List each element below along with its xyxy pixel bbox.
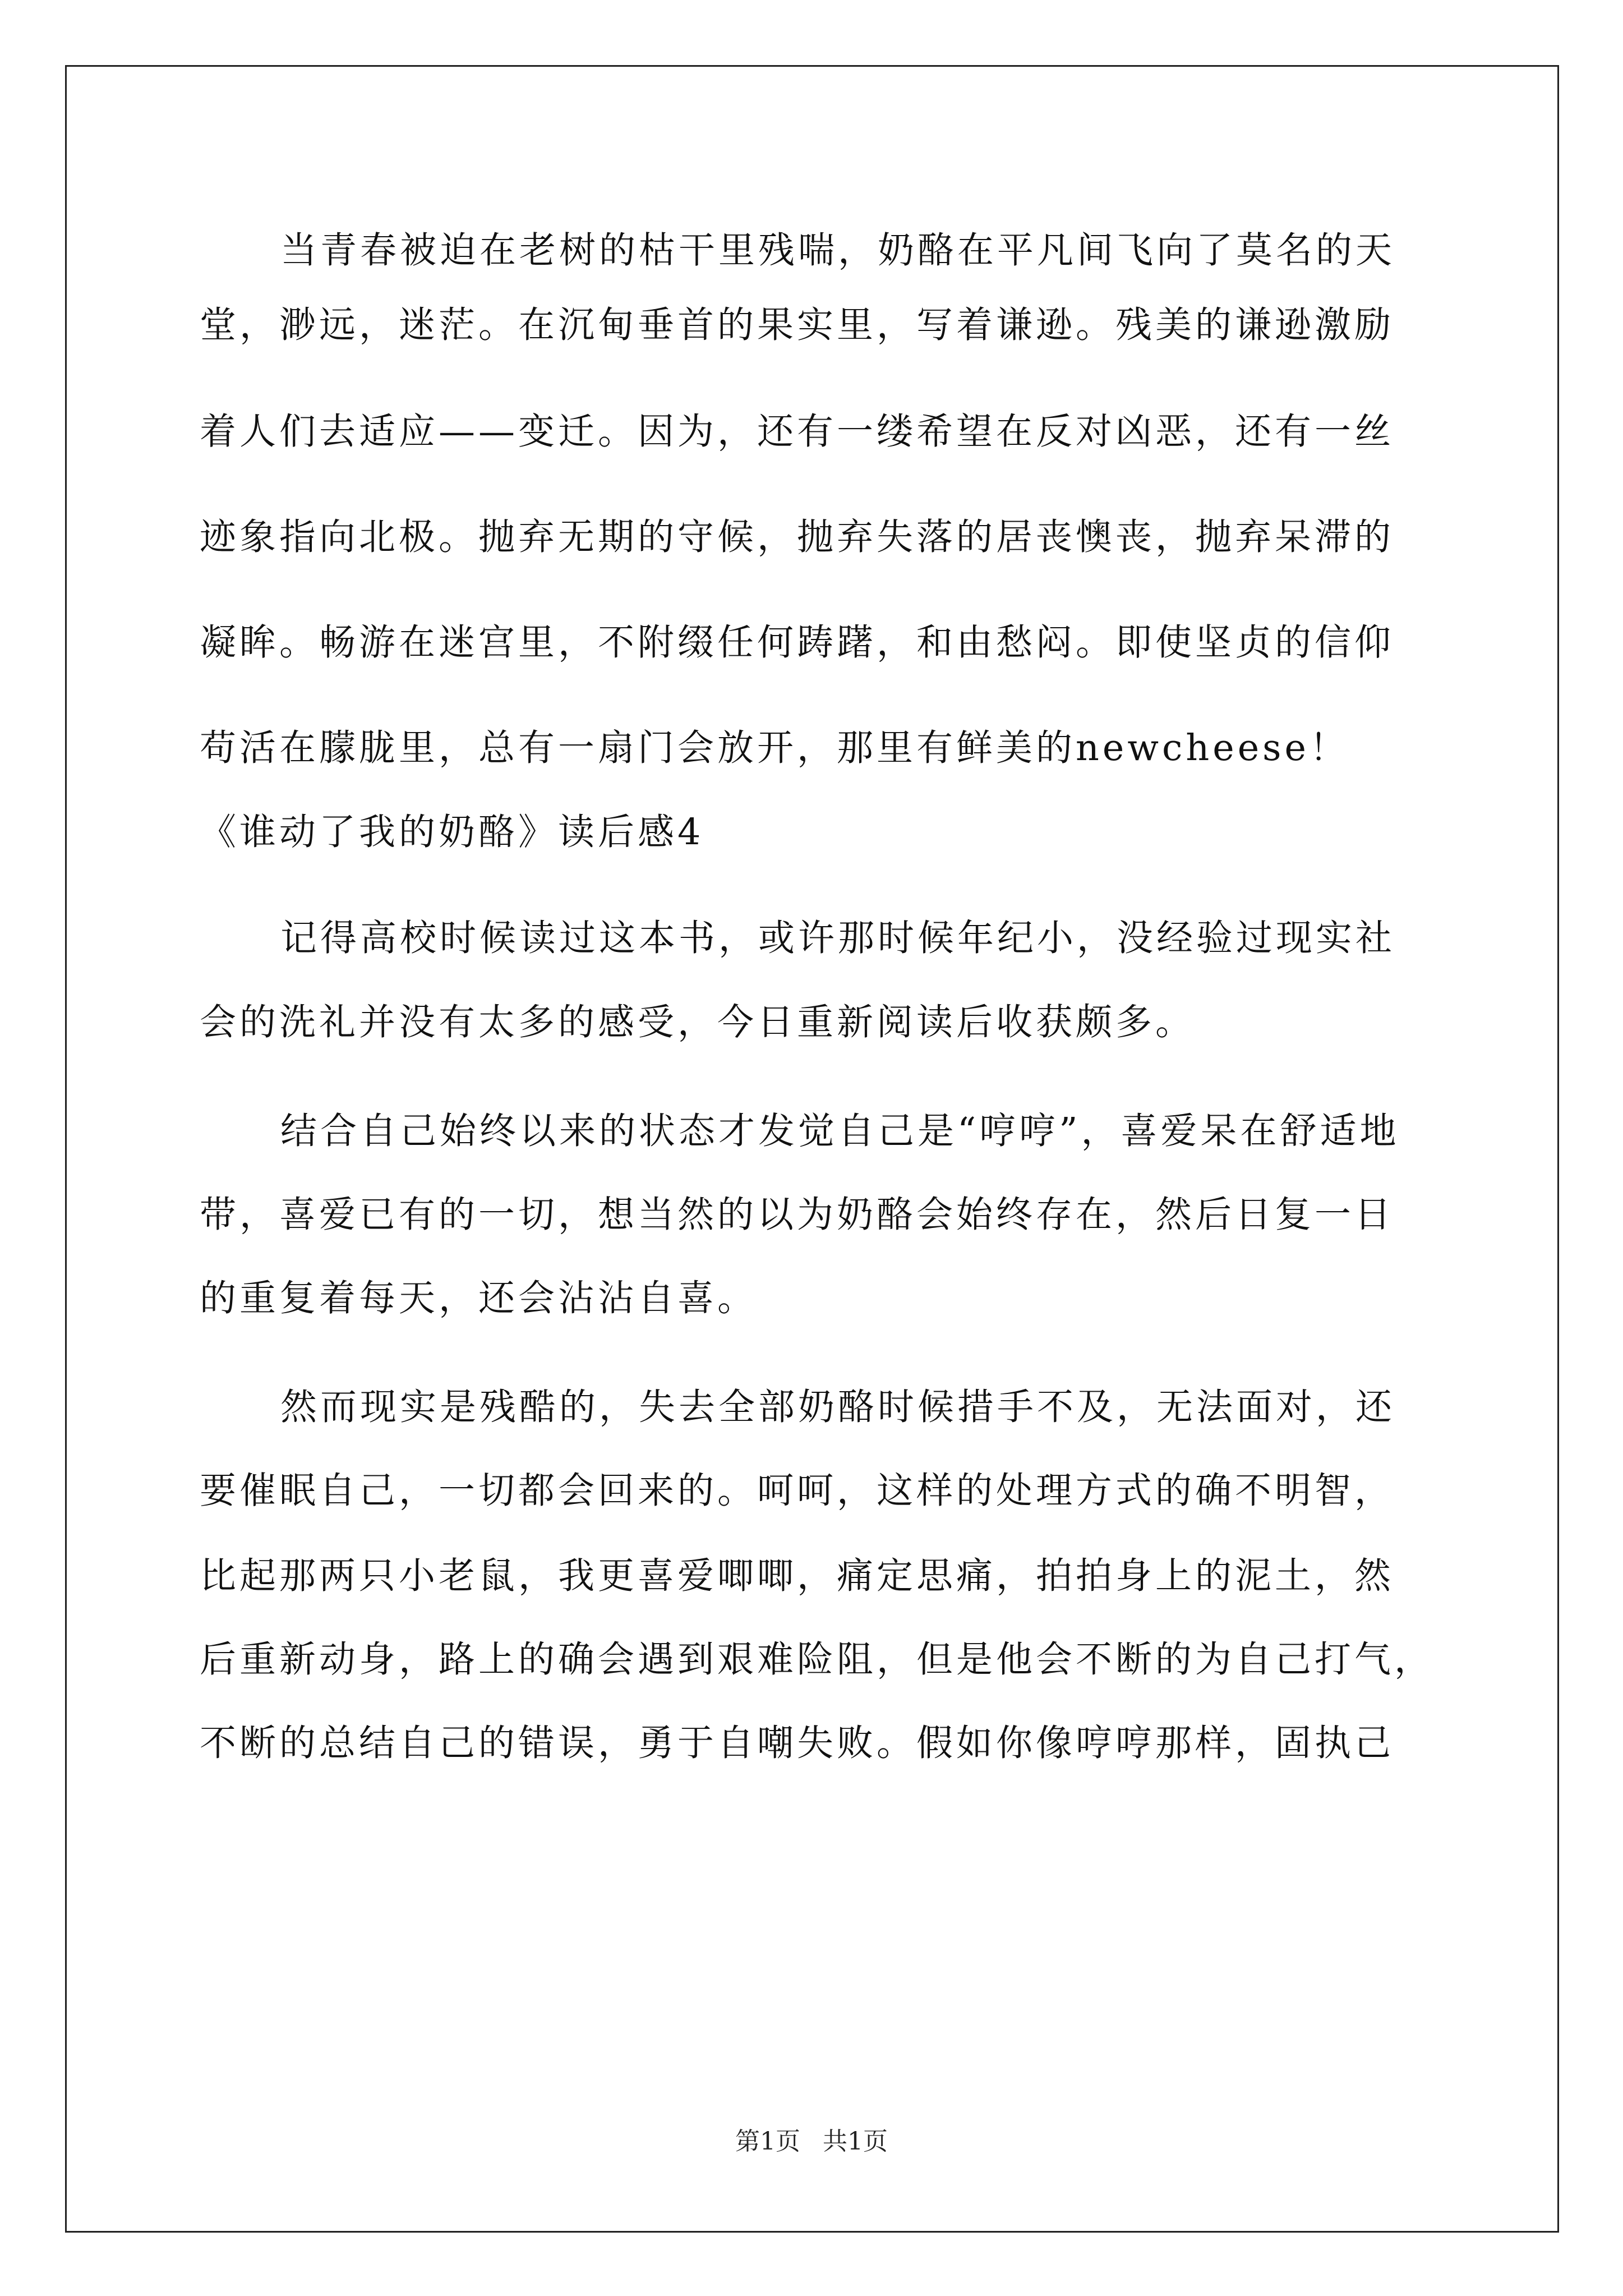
paragraph-1-line-2: 堂，渺远，迷茫。在沉甸垂首的果实里，写着谦逊。残美的谦逊激励 xyxy=(200,304,1395,346)
page-footer xyxy=(0,2126,1623,2157)
section-heading: 《谁动了我的奶酪》读后感4 xyxy=(200,811,704,853)
page-number: 第1页 xyxy=(735,2127,800,2156)
paragraph-3-line-1: 结合自己始终以来的状态才发觉自己是“哼哼”，喜爱呆在舒适地 xyxy=(280,1110,1400,1152)
paragraph-1-line-4: 迹象指向北极。抛弃无期的守候，抛弃失落的居丧懊丧，抛弃呆滞的 xyxy=(200,516,1395,558)
paragraph-4-line-2: 要催眠自己，一切都会回来的。呵呵，这样的处理方式的确不明智， xyxy=(200,1470,1395,1512)
paragraph-1-line-3: 着人们去适应——变迁。因为，还有一缕希望在反对凶恶，还有一丝 xyxy=(200,411,1395,453)
paragraph-2-line-2: 会的洗礼并没有太多的感受，今日重新阅读后收获颇多。 xyxy=(200,1001,1196,1043)
paragraph-3-line-3: 的重复着每天，还会沾沾自喜。 xyxy=(200,1277,758,1319)
paragraph-1-line-1: 当青春被迫在老树的枯干里残喘，奶酪在平凡间飞向了莫名的天 xyxy=(280,229,1396,272)
paragraph-4-line-3: 比起那两只小老鼠，我更喜爱唧唧，痛定思痛，拍拍身上的泥土，然 xyxy=(200,1555,1395,1597)
paragraph-2-line-1: 记得高校时候读过这本书，或许那时候年纪小，没经验过现实社 xyxy=(280,917,1396,959)
paragraph-1-line-5: 凝眸。畅游在迷宫里，不附缀任何踌躇，和由愁闷。即使坚贞的信仰 xyxy=(200,622,1395,664)
paragraph-4-line-4: 后重新动身，路上的确会遇到艰难险阻，但是他会不断的为自己打气， xyxy=(200,1639,1435,1681)
paragraph-4-line-1: 然而现实是残酷的，失去全部奶酪时候措手不及，无法面对，还 xyxy=(280,1386,1396,1428)
page-total: 共1页 xyxy=(823,2127,888,2156)
paragraph-3-line-2: 带，喜爱已有的一切，想当然的以为奶酪会始终存在，然后日复一日 xyxy=(200,1194,1395,1236)
paragraph-4-line-5: 不断的总结自己的错误，勇于自嘲失败。假如你像哼哼那样，固执己 xyxy=(200,1722,1395,1764)
paragraph-1-line-6: 苟活在朦胧里，总有一扇门会放开，那里有鲜美的newcheese！ xyxy=(200,727,1349,769)
